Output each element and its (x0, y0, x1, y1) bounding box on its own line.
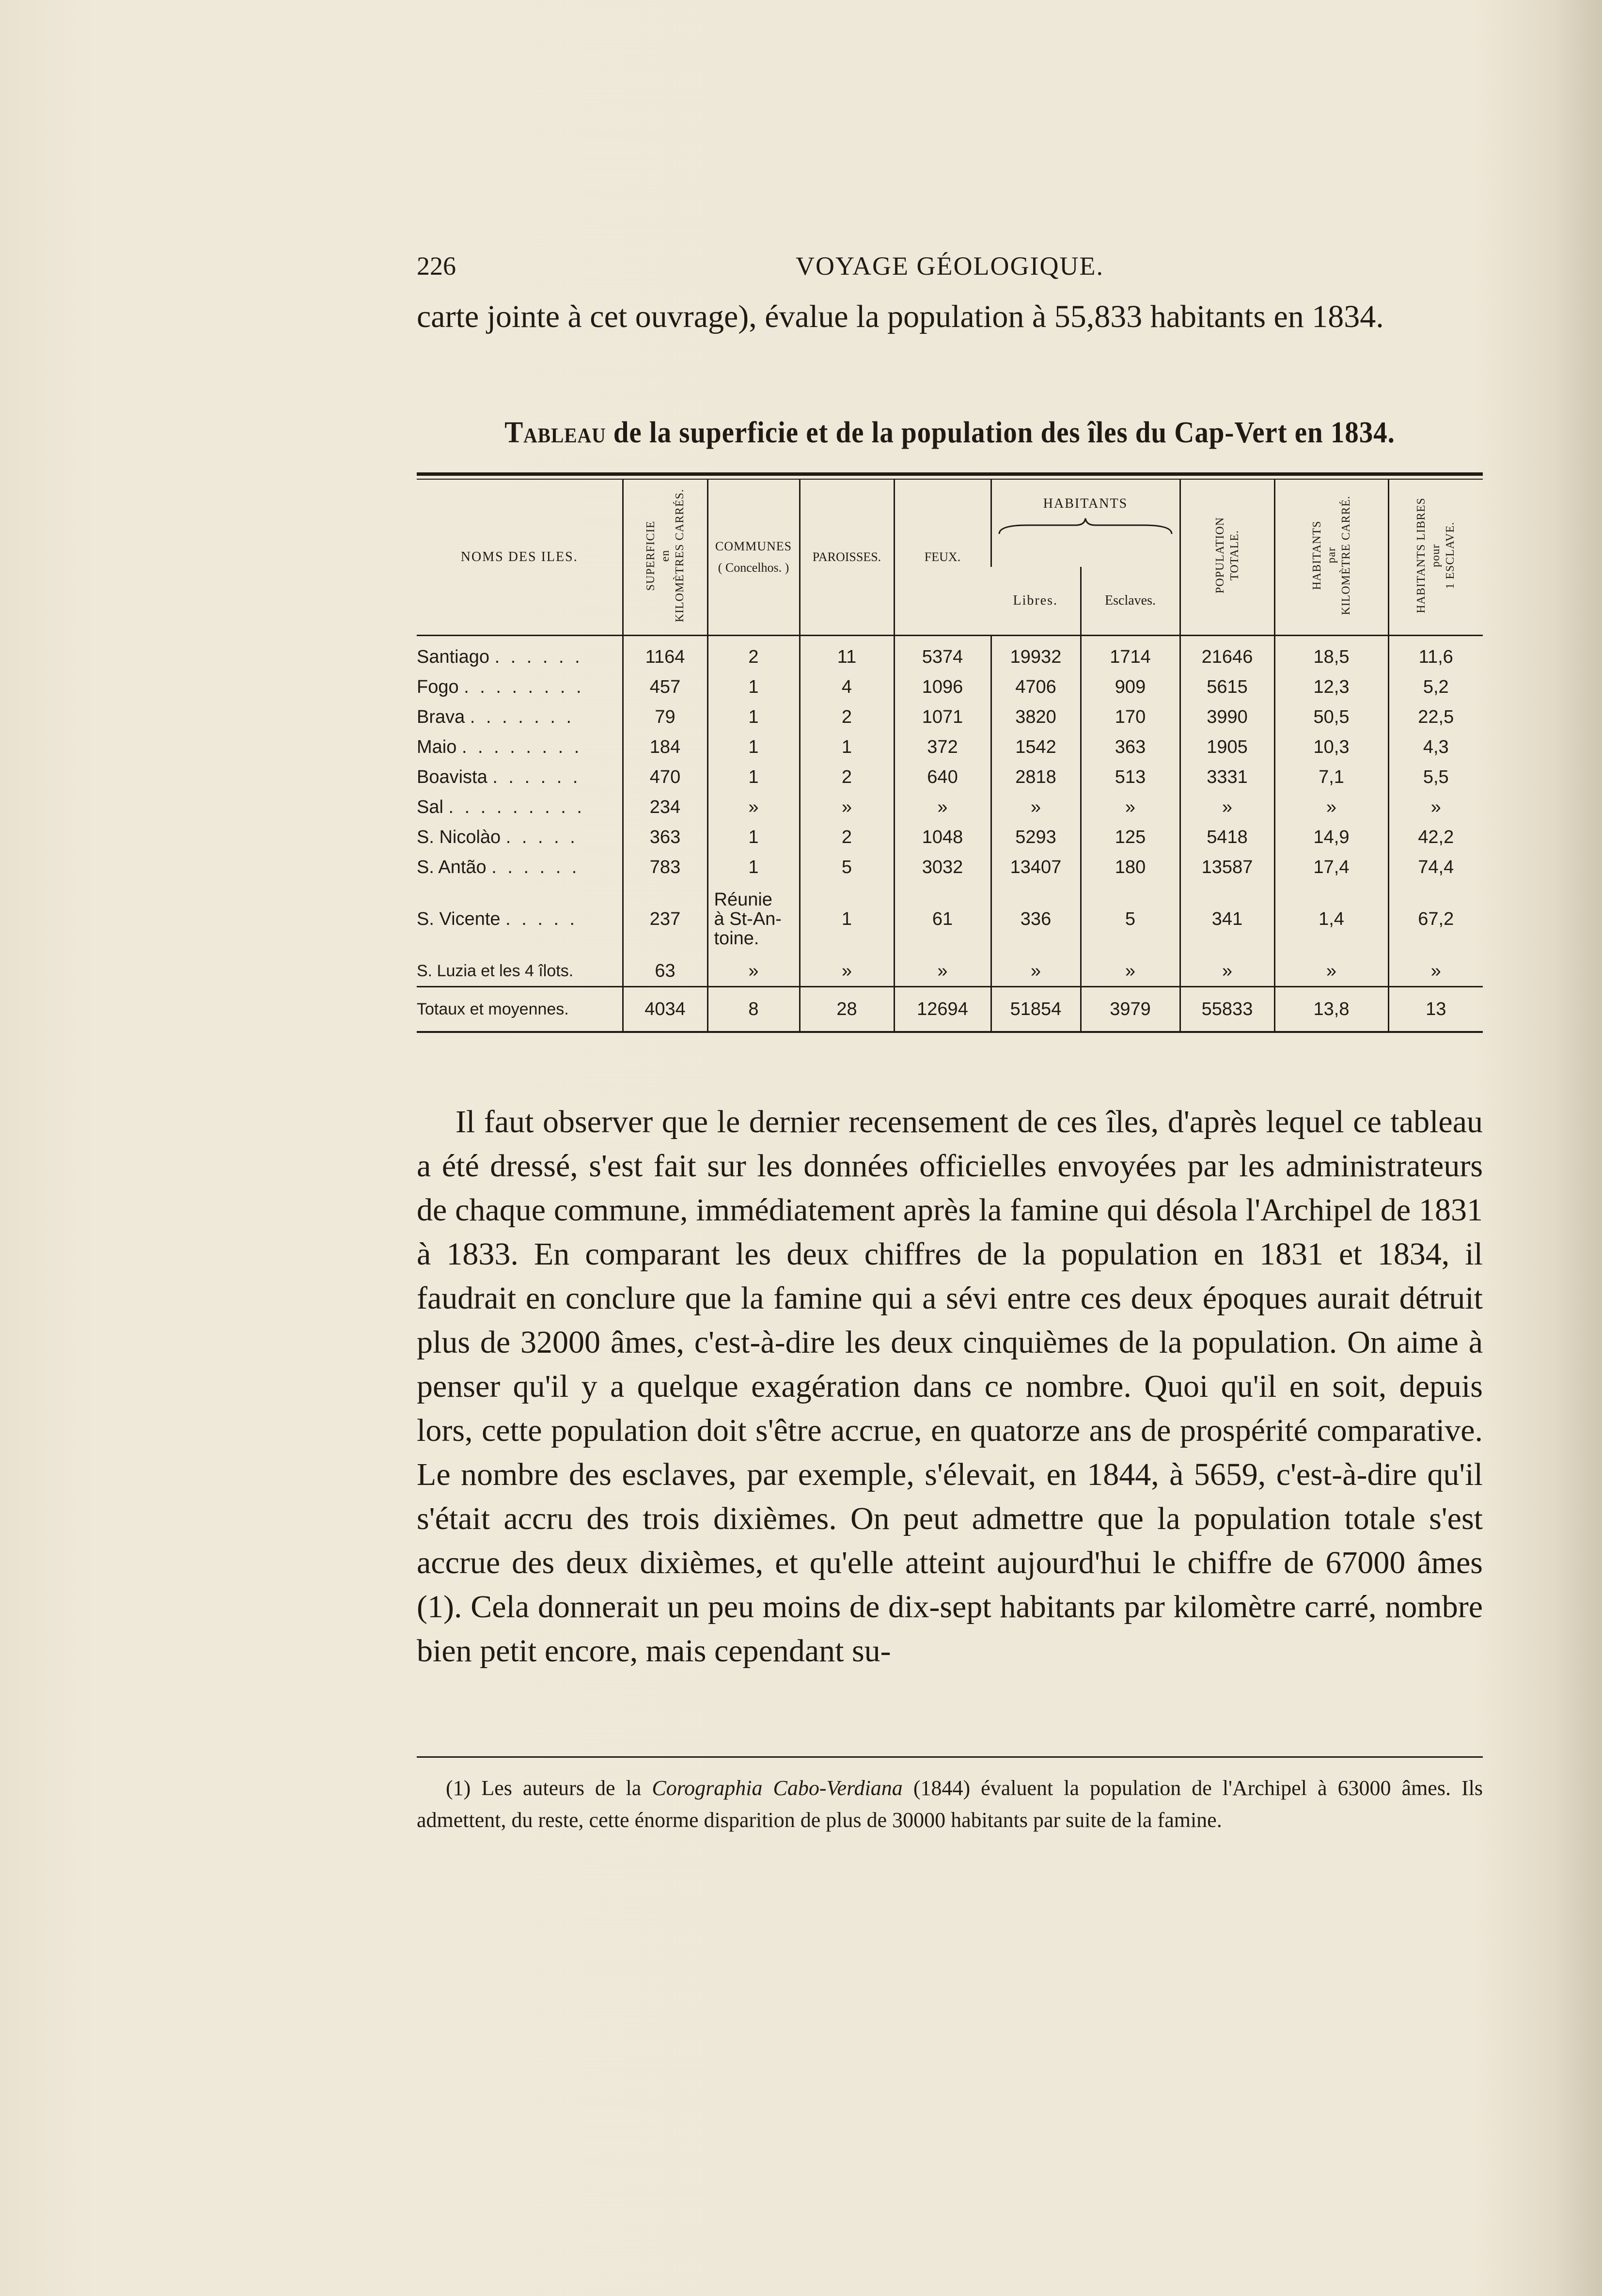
cell-hle: 5,5 (1388, 762, 1483, 792)
cell-par: 5 (800, 852, 894, 882)
leader-dots: . . . . . . . (470, 706, 575, 727)
cell-com: » (707, 956, 800, 987)
cell-sup: 783 (623, 852, 707, 882)
total-esc: 3979 (1081, 987, 1180, 1031)
table-caption (459, 416, 1440, 450)
cell-pop: 13587 (1180, 852, 1274, 882)
total-label: Totaux et moyennes. (417, 987, 623, 1031)
cell-sup: 237 (623, 882, 707, 956)
leader-dots: . . . . . . . . . (448, 797, 585, 817)
table-row (417, 822, 1483, 852)
table-row (417, 882, 1483, 956)
cell-sup: 363 (623, 822, 707, 852)
population-table-block (417, 472, 1483, 1033)
table-caption-lead: Tableau (504, 416, 606, 449)
intro-paragraph: carte jointe à cet ouvrage), évalue la population à 55,833 habitants en 1834. (417, 299, 1384, 334)
cell-com-line: à St-An- (714, 909, 782, 929)
cell-hle: 42,2 (1388, 822, 1483, 852)
running-title: VOYAGE GÉOLOGIQUE. (796, 251, 1104, 281)
island-name-cell (417, 822, 623, 852)
table-header-separator (417, 636, 1483, 642)
leader-dots: . . . . . . . . (464, 676, 584, 697)
cell-par: 2 (800, 822, 894, 852)
leader-dots: . . . . . . (494, 646, 583, 667)
cell-lib: » (991, 792, 1081, 822)
col-header-feux: FEUX. (894, 480, 991, 636)
total-lib: 51854 (991, 987, 1081, 1031)
cell-lib: 13407 (991, 852, 1081, 882)
cell-sup: 184 (623, 732, 707, 762)
cell-esc: 180 (1081, 852, 1180, 882)
cell-com: 1 (707, 822, 800, 852)
cell-hle: 4,3 (1388, 732, 1483, 762)
col-header-hab-per-km: HABITANTS par KILOMÈTRE CARRÉ. (1274, 480, 1388, 636)
leader-dots: . . . . . . (492, 766, 581, 787)
table-row (417, 792, 1483, 822)
island-name-cell (417, 642, 623, 672)
island-name: S. Antão (417, 857, 487, 877)
leader-dots: . . . . . (505, 909, 578, 929)
cell-hkm: 50,5 (1274, 702, 1388, 732)
cell-lib: 19932 (991, 642, 1081, 672)
cell-hkm: 12,3 (1274, 672, 1388, 702)
col-header-names: NOMS DES ILES. (460, 549, 578, 564)
cell-esc: 170 (1081, 702, 1180, 732)
cell-hle: » (1388, 792, 1483, 822)
island-name: S. Vicente (417, 909, 501, 929)
cell-lib: 2818 (991, 762, 1081, 792)
cell-com: 2 (707, 642, 800, 672)
cell-com: 1 (707, 702, 800, 732)
cell-feux: 372 (894, 732, 991, 762)
cell-esc: 513 (1081, 762, 1180, 792)
page-number: 226 (417, 251, 456, 281)
col-header-communes: COMMUNES ( Concelhos. ) (707, 480, 800, 636)
table-top-rule (417, 472, 1483, 476)
footnote-lead: (1) Les auteurs de la (446, 1776, 652, 1800)
col-header-libres-per-esclave: HABITANTS LIBRES pour 1 ESCLAVE. (1388, 480, 1483, 636)
leader-dots: . . . . . (505, 827, 578, 847)
cell-esc: 1714 (1081, 642, 1180, 672)
cell-feux: 61 (894, 882, 991, 956)
cell-feux: » (894, 792, 991, 822)
cell-pop: 21646 (1180, 642, 1274, 672)
cell-lib: 4706 (991, 672, 1081, 702)
cell-hkm: 18,5 (1274, 642, 1388, 672)
cell-pop: 5418 (1180, 822, 1274, 852)
cell-hkm: » (1274, 792, 1388, 822)
leader-dots: . . . . . . . . (461, 736, 582, 757)
cell-pop: » (1180, 792, 1274, 822)
cell-com: 1 (707, 672, 800, 702)
table-total-row (417, 987, 1483, 1031)
cell-pop: 3331 (1180, 762, 1274, 792)
island-name-cell (417, 792, 623, 822)
island-name-cell (417, 702, 623, 732)
table-caption-text: de la superficie et de la population des îles du Cap-Vert en 1834. (606, 416, 1395, 449)
cell-hle: 22,5 (1388, 702, 1483, 732)
cell-lib: 336 (991, 882, 1081, 956)
cell-esc: » (1081, 792, 1180, 822)
island-name: Maio (417, 736, 457, 757)
table-row (417, 852, 1483, 882)
cell-com: » (707, 792, 800, 822)
col-header-superficie: SUPERFICIE en KILOMÈTRES CARRÉS. (623, 480, 707, 636)
total-hkm: 13,8 (1274, 987, 1388, 1031)
cell-lib: 3820 (991, 702, 1081, 732)
cell-hkm: 7,1 (1274, 762, 1388, 792)
table-row (417, 702, 1483, 732)
col-header-libres: Libres. (1013, 593, 1058, 608)
cell-com: 1 (707, 732, 800, 762)
total-sup: 4034 (623, 987, 707, 1031)
island-name: S. Nicolào (417, 827, 501, 847)
cell-esc: 5 (1081, 882, 1180, 956)
island-name-cell (417, 672, 623, 702)
cell-sup: 470 (623, 762, 707, 792)
cell-lib: » (991, 956, 1081, 987)
cell-feux: » (894, 956, 991, 987)
island-name: Fogo (417, 676, 459, 697)
island-name: Santiago (417, 646, 490, 667)
cell-par: 2 (800, 702, 894, 732)
population-table (417, 480, 1483, 1031)
cell-par: 1 (800, 882, 894, 956)
footnote (417, 1772, 1483, 1836)
island-name-cell (417, 882, 623, 956)
cell-hle: 67,2 (1388, 882, 1483, 956)
total-feux: 12694 (894, 987, 991, 1031)
table-bottom-rule (417, 1031, 1483, 1033)
cell-lib: 1542 (991, 732, 1081, 762)
leader-dots: . . . . . . (491, 857, 580, 877)
cell-sup: 79 (623, 702, 707, 732)
cell-hle: 5,2 (1388, 672, 1483, 702)
cell-par: 2 (800, 762, 894, 792)
table-row (417, 762, 1483, 792)
cell-hle: 74,4 (1388, 852, 1483, 882)
island-name-cell (417, 762, 623, 792)
cell-feux: 1096 (894, 672, 991, 702)
table-row (417, 672, 1483, 702)
total-com: 8 (707, 987, 800, 1031)
cell-hkm: 14,9 (1274, 822, 1388, 852)
cell-par: » (800, 956, 894, 987)
total-pop: 55833 (1180, 987, 1274, 1031)
cell-hkm: 10,3 (1274, 732, 1388, 762)
cell-esc: » (1081, 956, 1180, 987)
total-par: 28 (800, 987, 894, 1031)
cell-pop: 341 (1180, 882, 1274, 956)
page-header (417, 251, 1483, 290)
cell-esc: 909 (1081, 672, 1180, 702)
brace-icon (998, 516, 1173, 536)
cell-com-line: toine. (714, 928, 759, 949)
island-name-cell (417, 852, 623, 882)
col-header-habitants: HABITANTS (991, 480, 1180, 567)
island-name: Boavista (417, 766, 487, 787)
cell-esc: 363 (1081, 732, 1180, 762)
cell-hkm: » (1274, 956, 1388, 987)
cell-feux: 5374 (894, 642, 991, 672)
cell-lib: 5293 (991, 822, 1081, 852)
cell-pop: 5615 (1180, 672, 1274, 702)
cell-com-line: Réunie (714, 890, 772, 910)
cell-esc: 125 (1081, 822, 1180, 852)
col-header-paroisses: PAROISSES. (800, 480, 894, 636)
cell-feux: 640 (894, 762, 991, 792)
cell-hkm: 17,4 (1274, 852, 1388, 882)
cell-feux: 3032 (894, 852, 991, 882)
island-name: Sal (417, 797, 443, 817)
footnote-title: Corographia Cabo-Verdiana (652, 1776, 903, 1800)
cell-sup: 457 (623, 672, 707, 702)
cell-par: 4 (800, 672, 894, 702)
cell-hkm: 1,4 (1274, 882, 1388, 956)
cell-pop: 3990 (1180, 702, 1274, 732)
cell-feux: 1048 (894, 822, 991, 852)
table-row (417, 732, 1483, 762)
cell-par: 1 (800, 732, 894, 762)
island-name: Brava (417, 706, 465, 727)
cell-sup: 63 (623, 956, 707, 987)
table-row (417, 642, 1483, 672)
cell-sup: 1164 (623, 642, 707, 672)
cell-com (707, 882, 800, 956)
footnote-rule (417, 1756, 1483, 1758)
col-header-population: POPULATION TOTALE. (1180, 480, 1274, 636)
table-row (417, 956, 1483, 987)
cell-hle: » (1388, 956, 1483, 987)
cell-pop: 1905 (1180, 732, 1274, 762)
cell-feux: 1071 (894, 702, 991, 732)
cell-par: » (800, 792, 894, 822)
cell-hle: 11,6 (1388, 642, 1483, 672)
body-text (417, 1100, 1483, 1673)
col-header-esclaves: Esclaves. (1081, 567, 1180, 636)
island-name-cell (417, 732, 623, 762)
island-name: S. Luzia et les 4 îlots. (417, 961, 574, 980)
cell-pop: » (1180, 956, 1274, 987)
total-hle: 13 (1388, 987, 1483, 1031)
cell-sup: 234 (623, 792, 707, 822)
footnote-rest: (1844) évaluent la population de l'Archipel à 63000 âmes. Ils admettent, du reste, cette énorme disparition de plus de 30000 habitants par suite de la famine. (417, 1776, 1483, 1832)
cell-com: 1 (707, 762, 800, 792)
body-paragraph: Il faut observer que le dernier recensement de ces îles, d'après lequel ce tableau a été dressé, s'est fait sur les données officielles envoyées par les administrateurs de chaque commune, immédiatement après la famine qui désola l'Archipel de 1831 à 1833. En comparant les deux chiffres de la population en 1831 et 1834, il faudrait en conclure que la famine qui a sévi entre ces deux époques aurait détruit plus de 32000 âmes, c'est-à-dire les deux cinquièmes de la population. On aime à penser qu'il y a quelque exagération dans ce nombre. Quoi qu'il en soit, depuis lors, cette population doit s'être accrue, en quatorze ans de prospérité comparative. Le nombre des esclaves, par exemple, s'élevait, en 1844, à 5659, c'est-à-dire qu'il s'était accru des trois dixièmes. On peut admettre que la population totale s'est accrue des deux dixièmes, et qu'elle atteint aujourd'hui le chiffre de 67000 âmes (1). Cela donnerait un peu moins de dix-sept habitants par kilomètre carré, nombre bien petit encore, mais cependant su- (417, 1104, 1483, 1669)
cell-com: 1 (707, 852, 800, 882)
cell-par: 11 (800, 642, 894, 672)
